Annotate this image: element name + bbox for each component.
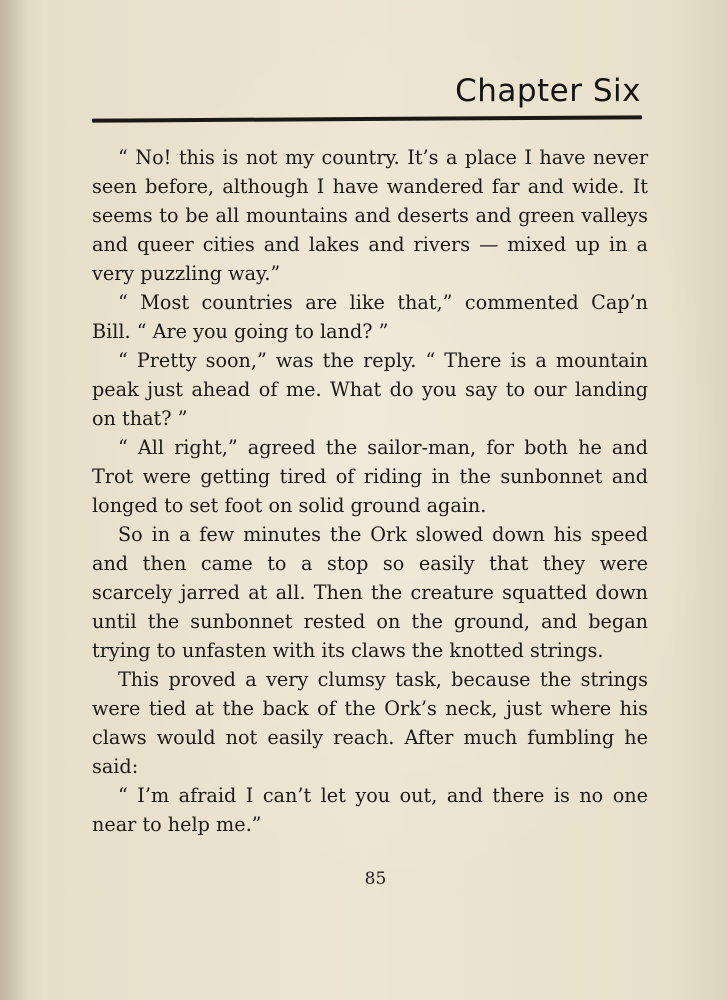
chapter-title: Chapter Six — [455, 73, 641, 109]
paragraph: So in a few minutes the Ork slowed down his speed and then came to a stop so easily that they were scarcely jarred at all. Then the creature squatted down until the sunbonnet rested on the ground, and began trying to unfasten with its claws the knotted strings. — [92, 523, 648, 662]
paragraph: “ Most countries are like that,” commented Cap’n Bill. “ Are you going to land? ” — [92, 291, 648, 343]
header-rule — [92, 115, 642, 122]
page-number: 85 — [364, 869, 387, 889]
paragraph: “ I’m afraid I can’t let you out, and there is no one near to help me.” — [92, 784, 648, 836]
gutter-shadow — [0, 0, 28, 1000]
paragraph: “ No! this is not my country. It’s a place I have never seen before, although I have wandered far and wide. It seems to be all mountains and deserts and green valleys and queer cities and lakes and rivers — mixed up in a very puzzling way.” — [92, 146, 648, 285]
body-text — [92, 143, 648, 839]
paragraph: “ All right,” agreed the sailor-man, for both he and Trot were getting tired of riding in the sunbonnet and longed to set foot on solid ground again. — [92, 436, 648, 517]
paragraph: “ Pretty soon,” was the reply. “ There is a mountain peak just ahead of me. What do you say to our landing on that? ” — [92, 349, 648, 430]
paragraph: This proved a very clumsy task, because the strings were tied at the back of the Ork’s neck, just where his claws would not easily reach. After much fumbling he said: — [92, 668, 648, 778]
